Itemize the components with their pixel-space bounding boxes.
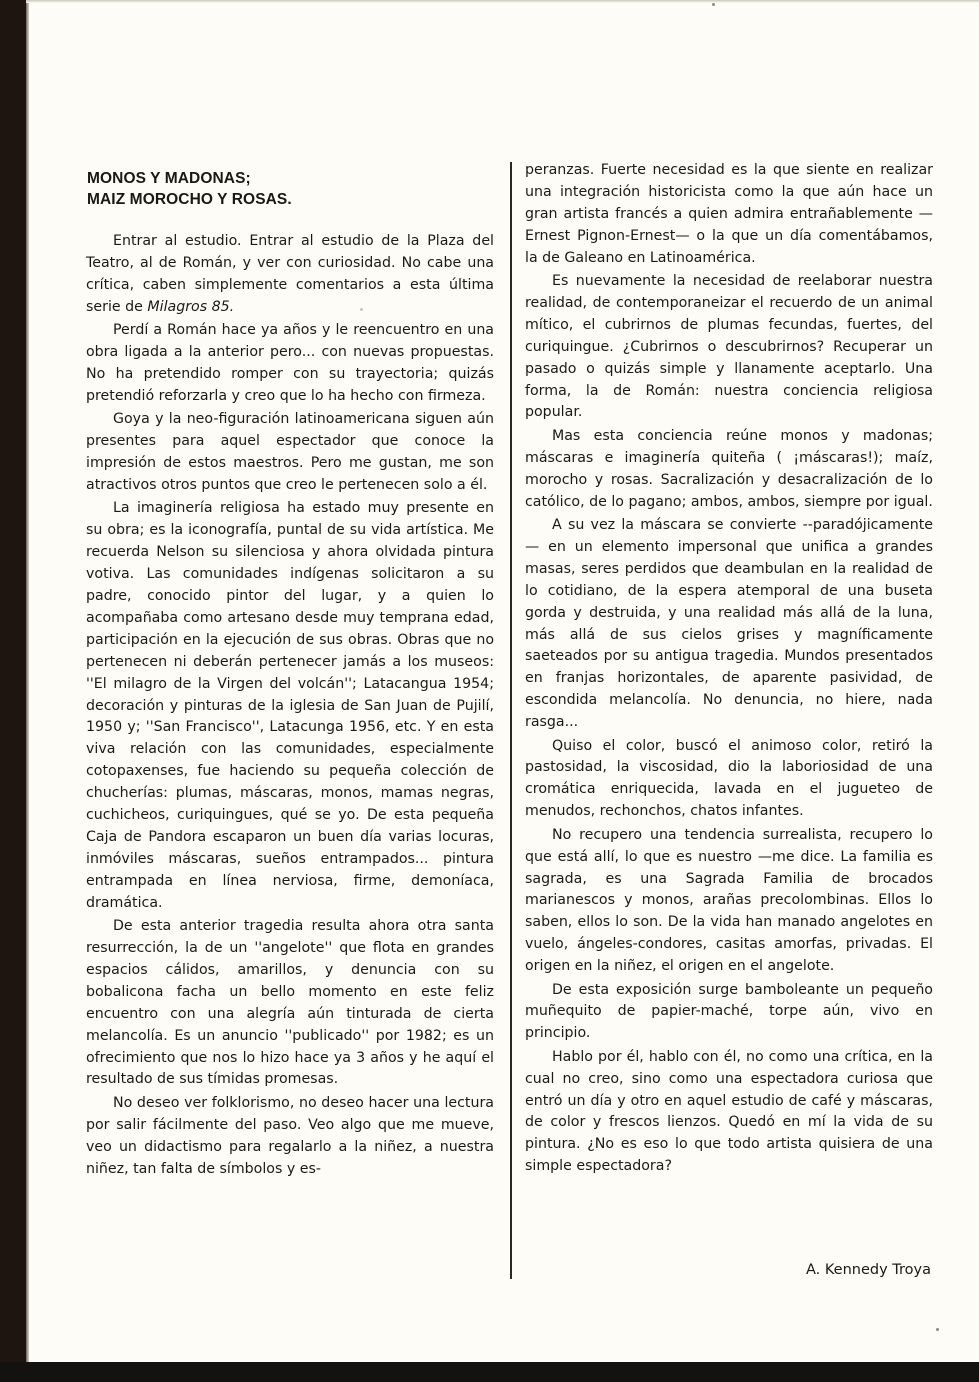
artwork-series-title: Milagros 85.	[147, 298, 235, 315]
page-bottom-edge	[0, 1362, 979, 1382]
page-top-edge	[26, 0, 979, 3]
paragraph: Mas esta conciencia reúne monos y madonas; máscaras e imaginería quiteña ( ¡máscaras!); maíz, morocho y rosas. Sacralización y desacralización de lo católico, de lo pagano; ambos, ambos, siempre por igual.	[525, 427, 933, 510]
left-column	[86, 231, 494, 1182]
column-divider	[510, 162, 512, 1279]
article-title-line-1: MONOS Y MADONAS;	[87, 170, 251, 187]
article-title	[87, 168, 487, 210]
page-binding-edge	[0, 0, 26, 1382]
paragraph: A su vez la máscara se convierte --paradójicamente— en un elemento impersonal que unifica a grandes masas, seres perdidos que deambulan en la realidad de lo cotidiano, de la espera atemporal de una buseta gorda y destruida, y una realidad más allá de la luna, más allá de sus cielos grises y magníficamente saeteados por su antigua tragedia. Mundos presentados en franjas horizontales, de aparente pasividad, de escondida melancolía. No denuncia, no hiere, nada rasga...	[525, 517, 933, 731]
paragraph-continuation: peranzas. Fuerte necesidad es la que siente en realizar una integración historicista como la que aún hace un gran artista francés a quien admira entrañablemente —Ernest Pignon-Ernest— o la que un día comentábamos, la de Galeano en Latinoamérica.	[525, 162, 933, 266]
paragraph: Perdí a Román hace ya años y le reencuentro en una obra ligada a la anterior pero... con nuevas propuestas. No ha pretendido romper con su trayectoria; quizás pretendió reforzarla y creo que lo ha hecho con firmeza.	[86, 322, 494, 404]
scan-speck	[712, 3, 715, 6]
paragraph: Goya y la neo-figuración latinoamericana siguen aún presentes para aquel espectador que conoce la impresión de estos maestros. Pero me gustan, me son atractivos otros puntos que creo le pertenecen solo a él.	[86, 411, 494, 493]
paragraph: No recupero una tendencia surrealista, recupero lo que está allí, lo que es nuestro —me dice. La familia es sagrada, es una Sagrada Familia de brocados marianescos y monos, arañas precolombinas. Ellos lo saben, ellos lo son. De la vida han manado angelotes en vuelo, ángeles-condores, casitas amorfas, privadas. El origen en la niñez, el origen en el angelote.	[525, 826, 933, 975]
scan-speck	[936, 1328, 939, 1331]
author-signature: A. Kennedy Troya	[806, 1262, 931, 1278]
paragraph: Es nuevamente la necesidad de reelaborar nuestra realidad, de contemporaneizar el recuerdo de un animal mítico, el cubrirnos de plumas fecundas, fuertes, del curiquingue. ¿Cubrirnos o descubrirnos? Recuperar un pasado o quizás simple y llanamente aceptarlo. Una forma, la de Román: nuestra conciencia religiosa popular.	[525, 273, 933, 421]
scan-speck	[360, 308, 363, 311]
article-title-line-2: MAIZ MOROCHO Y ROSAS.	[87, 191, 292, 208]
paragraph: De esta anterior tragedia resulta ahora otra santa resurrección, la de un ''angelote'' que flota en grandes espacios cálidos, amarillos, y denuncia con su bobalicona facha un bello momento en este feliz encuentro con una alegría aún tinturada de cierta melancolía. Es un anuncio ''publicado'' por 1982; es un ofrecimiento que nos lo hizo hace ya 3 años y he aquí el resultado de sus tímidas promesas.	[86, 918, 494, 1088]
right-column	[525, 160, 933, 1180]
paragraph: De esta exposición surge bamboleante un pequeño muñequito de papier-maché, torpe aún, vivo en principio.	[525, 981, 933, 1042]
paragraph	[86, 231, 494, 319]
paragraph-text: Entrar al estudio. Entrar al estudio de la Plaza del Teatro, al de Román, y ver con curiosidad. No cabe una crítica, caben simplemente comentarios a esta última serie de	[86, 233, 494, 315]
paragraph: Hablo por él, hablo con él, no como una crítica, en la cual no creo, sino como una espectadora curiosa que entró un día y otro en aquel estudio de café y máscaras, de color y frescos lienzos. Quedó en mí la vida de su pintura. ¿No es eso lo que todo artista quisiera de una simple espectadora?	[525, 1048, 933, 1175]
paragraph: Quiso el color, buscó el animoso color, retiró la pastosidad, la viscosidad, dio la laboriosidad de una cromática enriquecida, lavada en el jugueteo de menudos, rechonchos, chatos infantes.	[525, 737, 933, 820]
paragraph: No deseo ver folklorismo, no deseo hacer una lectura por salir fácilmente del paso. Veo algo que me mueve, veo un didactismo para regalarlo a la niñez, a nuestra niñez, tan falta de símbolos y es-	[86, 1094, 494, 1177]
paragraph: La imaginería religiosa ha estado muy presente en su obra; es la iconografía, puntal de su vida artística. Me recuerda Nelson su silenciosa y ahora olvidada pintura votiva. Las comunidades indígenas solicitaron a su padre, conocido pintor del lugar, y a quien lo acompañaba como artesano desde muy temprana edad, participación en la ejecución de sus obras. Obras que no pertenecen ni deberán pertenecer jamás a los museos: ''El milagro de la Virgen del volcán''; Latacangua 1954; decoración y pinturas de la iglesia de San Juan de Pujilí, 1950 y; ''San Francisco'', Latacunga 1956, etc. Y en esta viva relación con las comunidades, especialmente cotopaxenses, fue haciendo su pequeña colección de chucherías: plumas, máscaras, monos, mamas negras, cuchicheos, curiquingues, qué se yo. De esta pequeña Caja de Pandora escaparon un buen día varias locuras, inmóviles máscaras, sueños entrampados... pintura entrampada en línea nerviosa, firme, demoníaca, dramática.	[86, 500, 494, 911]
